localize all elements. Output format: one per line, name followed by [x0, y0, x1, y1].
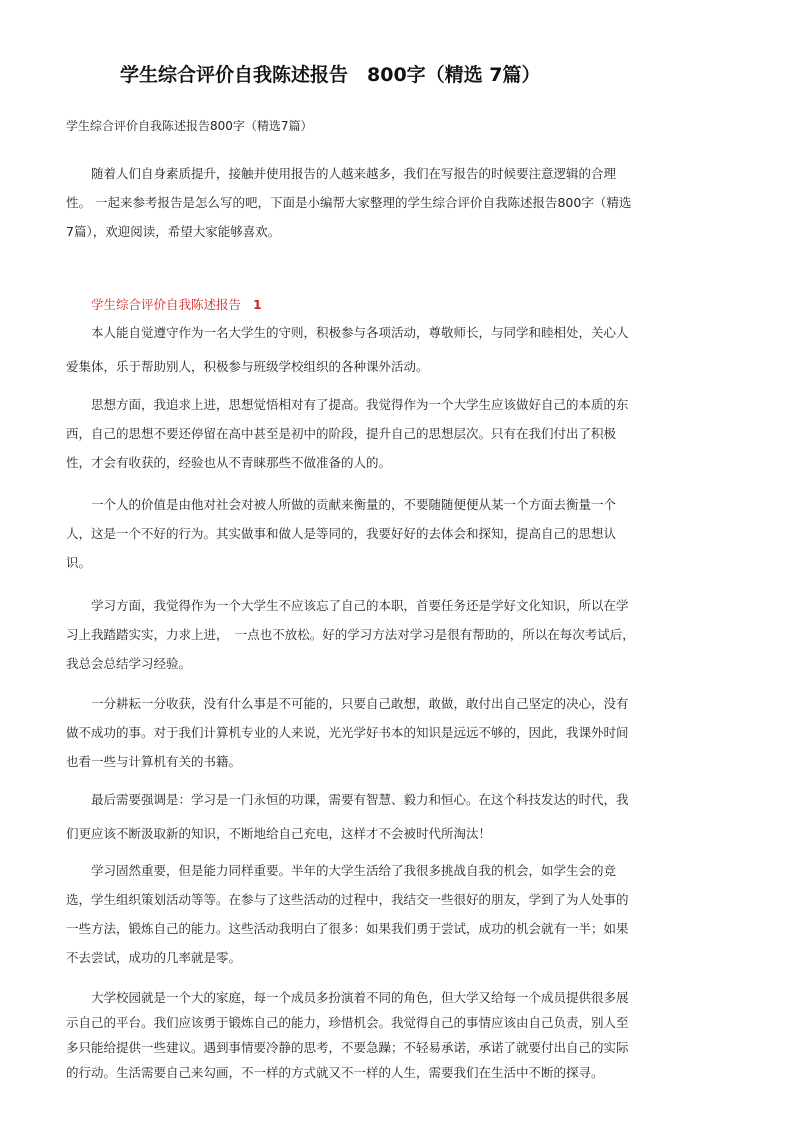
paragraph-line: 选，学生组织策划活动等等。在参与了这些活动的过程中，我结交一些很好的朋友，学到了为人处事的 [66, 892, 629, 907]
section-heading [91, 295, 262, 313]
paragraph-line: 一分耕耘一分收获，没有什么事是不可能的，只要自己敢想，敢做，敢付出自己坚定的决心，没有 [91, 696, 629, 711]
paragraph-line: 做不成功的事。对于我们计算机专业的人来说，光光学好书本的知识是远远不够的，因此，我课外时间 [66, 725, 629, 740]
intro-line: 随着人们自身素质提升，接触并使用报告的人越来越多，我们在写报告的时候要注意逻辑的合理 [91, 166, 617, 181]
paragraph-line: 本人能自觉遵守作为一名大学生的守则，积极参与各项活动，尊敬师长，与同学和睦相处，关心人 [91, 325, 629, 340]
paragraph-line: 最后需要强调是：学习是一门永恒的功课，需要有智慧、毅力和恒心。在这个科技发达的时代，我 [91, 792, 629, 807]
section-heading-text: 学生综合评价自我陈述报告 [91, 297, 242, 312]
paragraph-line: 多只能给提供一些建议。遇到事情要冷静的思考，不要急躁；不轻易承诺，承诺了就要付出自己的实际 [66, 1040, 629, 1055]
paragraph-line: 思想方面，我追求上进，思想觉悟相对有了提高。我觉得作为一个大学生应该做好自己的本质的东 [91, 397, 629, 412]
paragraph-line: 性，才会有收获的，经验也从不青睐那些不做准备的人的。 [66, 455, 392, 470]
paragraph-line: 爱集体，乐于帮助别人，积极参与班级学校组织的各种课外活动。 [66, 359, 429, 374]
document-title: 学生综合评价自我陈述报告 800字（精选 7篇） [120, 64, 541, 86]
document-subtitle: 学生综合评价自我陈述报告800字（精选7篇） [66, 119, 313, 133]
intro-line: 性。 一起来参考报告是怎么写的吧，下面是小编帮大家整理的学生综合评价自我陈述报告800字（精选 [66, 195, 632, 210]
paragraph-line: 示自己的平台。我们应该勇于锻炼自己的能力，珍惜机会。我觉得自己的事情应该由自己负责，别人至 [66, 1015, 629, 1030]
section-heading-number: 1 [253, 297, 262, 312]
paragraph-line: 学习方面，我觉得作为一个大学生不应该忘了自己的本职，首要任务还是学好文化知识，所以在学 [91, 598, 629, 613]
paragraph-line: 们更应该不断汲取新的知识，不断地给自己充电，这样才不会被时代所淘汰！ [66, 826, 492, 841]
paragraph-line: 一些方法，锻炼自己的能力。这些活动我明白了很多：如果我们勇于尝试，成功的机会就有一半；如果 [66, 921, 629, 936]
intro-line: 7篇），欢迎阅读，希望大家能够喜欢。 [66, 224, 281, 239]
paragraph-line: 西，自己的思想不要还停留在高中甚至是初中的阶段，提升自己的思想层次。只有在我们付出了积极 [66, 426, 617, 441]
body-paragraph [66, 316, 656, 384]
body-paragraph [66, 689, 656, 776]
body-paragraph [66, 783, 656, 851]
paragraph-line: 的行动。生活需要自己来勾画，不一样的方式就又不一样的人生，需要我们在生活中不断的探寻。 [66, 1065, 604, 1080]
paragraph-line: 识。 [66, 555, 92, 570]
body-paragraph [66, 390, 656, 477]
body-paragraph [66, 591, 656, 678]
paragraph-line: 也看一些与计算机有关的书籍。 [66, 754, 242, 769]
paragraph-line: 大学校园就是一个大的家庭，每一个成员多扮演着不同的角色，但大学又给每一个成员提供很多展 [91, 990, 629, 1005]
paragraph-line: 学习固然重要，但是能力同样重要。半年的大学生活给了我很多挑战自我的机会，如学生会的竞 [91, 863, 617, 878]
paragraph-line: 我总会总结学习经验。 [66, 656, 192, 671]
intro-paragraph [66, 159, 656, 246]
paragraph-line: 一个人的价值是由他对社会对被人所做的贡献来衡量的，不要随随便便从某一个方面去衡量一个 [91, 497, 617, 512]
body-paragraph [66, 490, 656, 577]
paragraph-line: 习上我踏踏实实，力求上进， 一点也不放松。好的学习方法对学习是很有帮助的，所以在每次考试后， [66, 627, 635, 642]
paragraph-line: 人，这是一个不好的行为。其实做事和做人是等同的，我要好好的去体会和探知，提高自己的思想认 [66, 526, 617, 541]
paragraph-line: 不去尝试，成功的几率就是零。 [66, 950, 242, 965]
body-paragraph [66, 856, 656, 972]
body-paragraph [66, 985, 656, 1085]
